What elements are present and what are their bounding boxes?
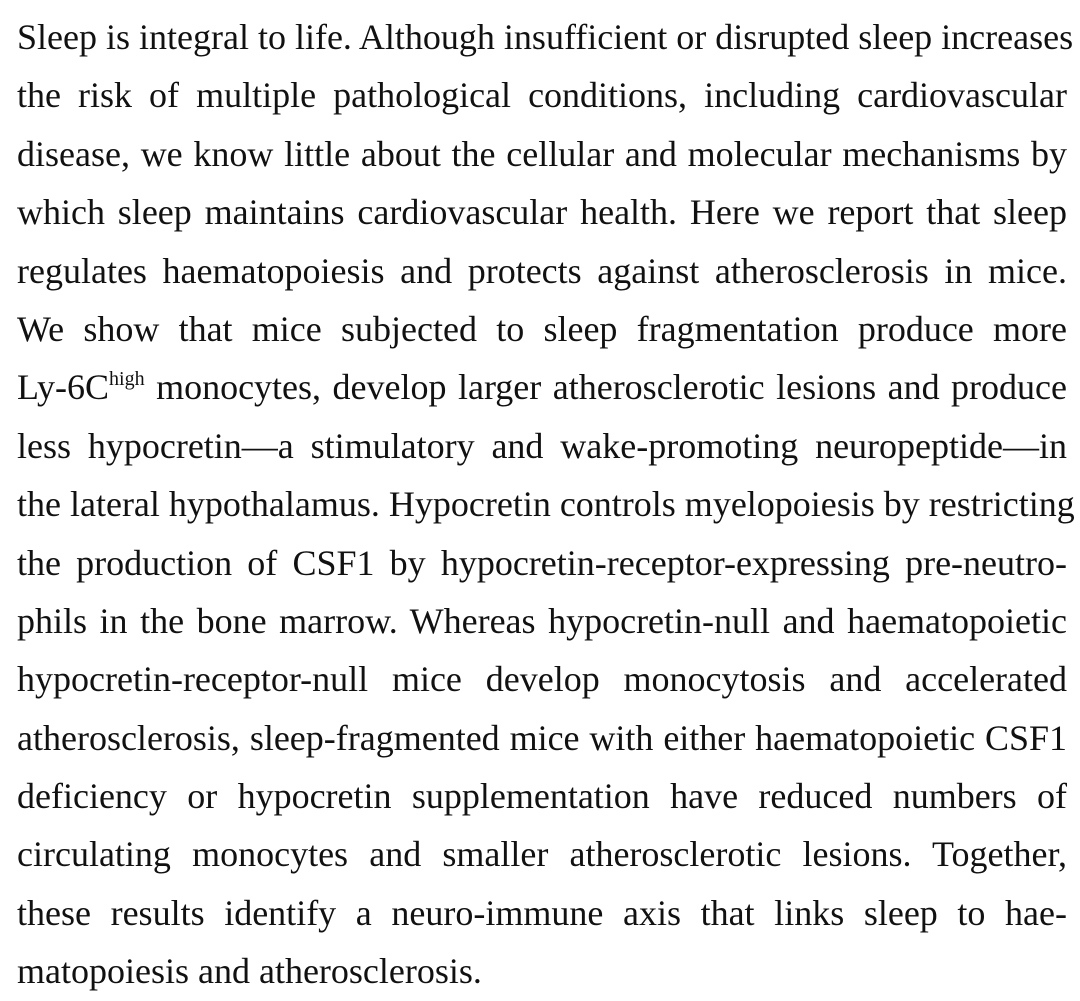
abstract-line: regulates haematopoiesis and protects against atherosclerosis in mice. xyxy=(17,250,1067,291)
abstract-line: We show that mice subjected to sleep fragmentation produce more xyxy=(17,308,1067,349)
abstract-line: which sleep maintains cardiovascular health. Here we report that sleep xyxy=(17,192,1067,233)
abstract-line: these results identify a neuro-immune axis that links sleep to hae- xyxy=(17,892,1067,933)
abstract-line: the production of CSF1 by hypocretin-receptor-expressing pre-neutro- xyxy=(17,542,1067,583)
abstract-line: atherosclerosis, sleep-fragmented mice with either haematopoietic CSF1 xyxy=(17,717,1067,758)
ly6c-label: Ly-6C xyxy=(17,367,110,408)
abstract-line: phils in the bone marrow. Whereas hypocretin-null and haematopoietic xyxy=(17,600,1067,641)
abstract-line: hypocretin-receptor-null mice develop monocytosis and accelerated xyxy=(17,659,1067,700)
abstract-line: disease, we know little about the cellular and molecular mechanisms by xyxy=(17,133,1067,174)
line-continuation: monocytes, develop larger atherosclerotic lesions and produce xyxy=(144,367,1067,408)
abstract-line: the risk of multiple pathological conditions, including cardiovascular xyxy=(17,75,1067,116)
abstract-line: circulating monocytes and smaller atherosclerotic lesions. Together, xyxy=(17,834,1067,875)
abstract-line: less hypocretin—a stimulatory and wake-promoting neuropeptide—in xyxy=(17,425,1067,466)
abstract-line: Sleep is integral to life. Although insufficient or disrupted sleep increases xyxy=(17,17,1074,57)
abstract-line: matopoiesis and atherosclerosis. xyxy=(17,951,482,992)
abstract-line-with-superscript xyxy=(17,358,1067,416)
high-superscript: high xyxy=(109,368,145,391)
abstract-line: deficiency or hypocretin supplementation have reduced numbers of xyxy=(17,776,1067,817)
abstract-paragraph xyxy=(17,8,1075,1001)
abstract-line: the lateral hypothalamus. Hypocretin controls myelopoiesis by restricting xyxy=(17,484,1075,525)
